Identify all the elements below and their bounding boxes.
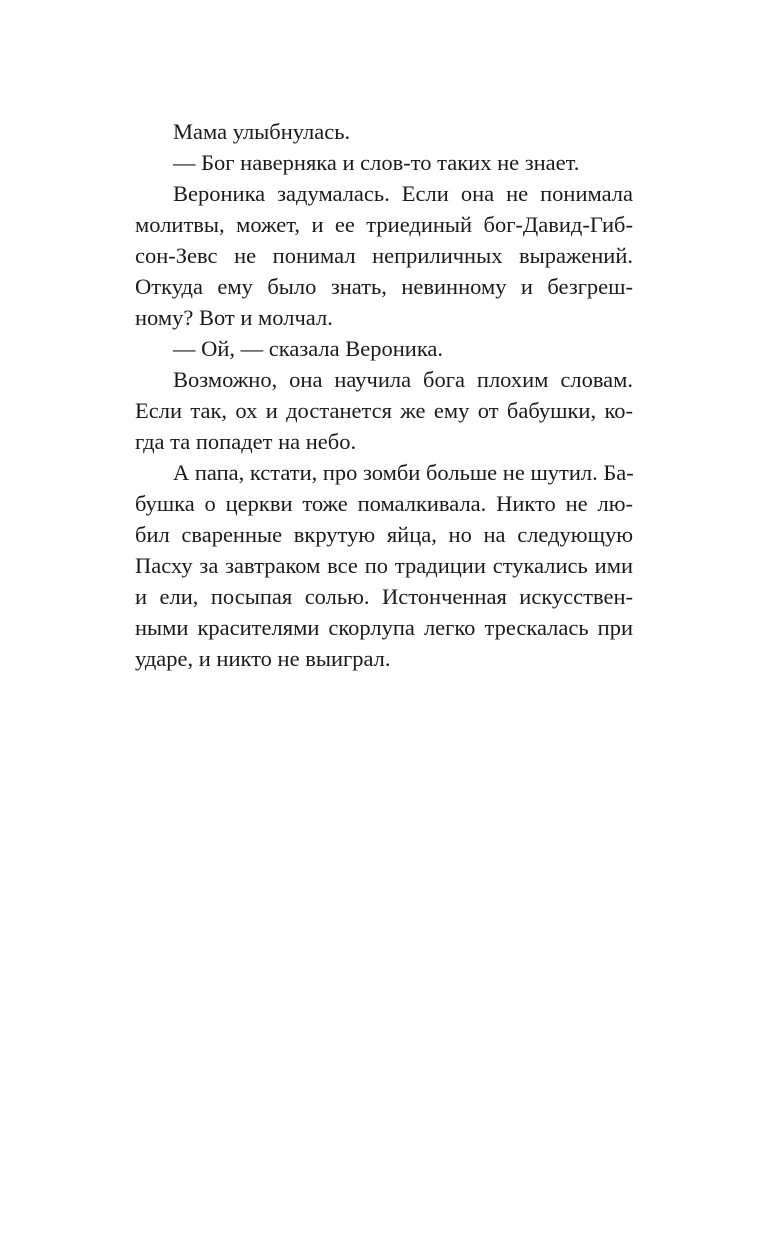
text-line: А папа, кстати, про зомби больше не шутил. Ба- bbox=[173, 460, 634, 485]
text-line: Если так, ох и достанется же ему от бабушки, ко- bbox=[135, 398, 633, 423]
text-line: Откуда ему было знать, невинному и безгреш- bbox=[135, 274, 633, 299]
text-line: бил сваренные вкрутую яйца, но на следующую bbox=[135, 522, 633, 547]
text-line: ударе, и никто не выиграл. bbox=[135, 646, 391, 671]
text-line: Вероника задумалась. Если она не понимала bbox=[173, 181, 633, 206]
text-line: бушка о церкви тоже помалкивала. Никто не лю- bbox=[135, 491, 633, 516]
text-line: — Ой, — сказала Вероника. bbox=[173, 336, 444, 361]
text-line: гда та попадет на небо. bbox=[135, 429, 357, 454]
body-text bbox=[135, 116, 633, 674]
text-line: молитвы, может, и ее триединый бог-Давид-Гиб- bbox=[135, 212, 633, 237]
text-line: ному? Вот и молчал. bbox=[135, 305, 333, 330]
text-line: Мама улыбнулась. bbox=[173, 119, 351, 144]
text-line: ными красителями скорлупа легко трескалась при bbox=[135, 615, 633, 640]
text-line: Пасху за завтраком все по традиции стукались ими bbox=[135, 553, 633, 578]
text-line: — Бог наверняка и слов-то таких не знает. bbox=[173, 150, 580, 175]
text-line: и ели, посыпая солью. Истонченная искусствен- bbox=[135, 584, 633, 609]
text-line: сон-Зевс не понимал неприличных выражений. bbox=[135, 243, 633, 268]
text-line: Возможно, она научила бога плохим словам. bbox=[173, 367, 633, 392]
